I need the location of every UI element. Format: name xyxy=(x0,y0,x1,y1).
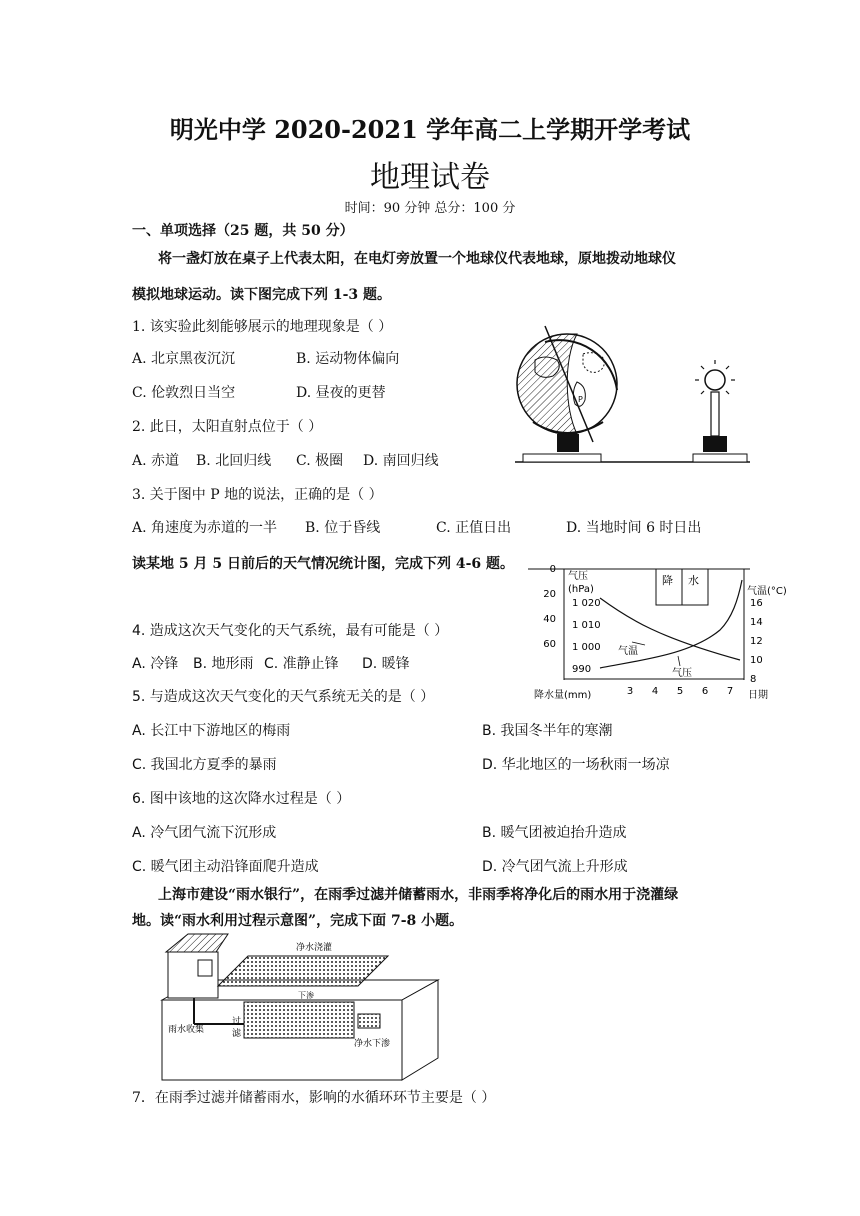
right-tick-label: 14 xyxy=(750,617,763,628)
question-3-stem: 3. 关于图中 P 地的说法，正确的是（ ） xyxy=(132,487,383,503)
exam-meta: 时间：90 分钟 总分：100 分 xyxy=(344,201,516,216)
filter-label-1: 过 xyxy=(232,1017,242,1027)
question-4-option-a: A. 冷锋 xyxy=(132,656,179,672)
left-tick-label: 40 xyxy=(543,614,556,625)
pressure-tick-label: 1 010 xyxy=(572,620,601,631)
question-6-option-a: A. 冷气团气流下沉形成 xyxy=(132,825,277,841)
question-4-option-c: C. 准静止锋 xyxy=(264,656,339,672)
passage-1-line-2: 模拟地球运动。读下图完成下列 1-3 题。 xyxy=(132,287,392,303)
section-heading: 一、单项选择（25 题，共 50 分） xyxy=(132,223,354,239)
question-1-stem: 1. 该实验此刻能够展示的地理现象是（ ） xyxy=(132,319,393,335)
globe-lamp-figure xyxy=(505,320,765,470)
right-tick-label: 16 xyxy=(750,598,763,609)
precip-label-2: 水 xyxy=(688,574,699,587)
globe xyxy=(517,326,617,452)
pressure-tick-label: 1 020 xyxy=(572,598,601,609)
infiltration-label: 下渗 xyxy=(298,991,314,1000)
passage-2: 读某地 5 月 5 日前后的天气情况统计图，完成下列 4-6 题。 xyxy=(132,556,515,572)
question-5-option-a: A. 长江中下游地区的梅雨 xyxy=(132,723,291,739)
question-7-stem: 7．在雨季过滤并储蓄雨水，影响的水循环环节主要是（ ） xyxy=(132,1090,496,1106)
passage-1-line-1: 将一盏灯放在桌子上代表太阳，在电灯旁放置一个地球仪代表地球，原地拨动地球仪 xyxy=(158,251,676,267)
right-tick-label: 12 xyxy=(750,636,763,647)
question-3-option-c: C. 正值日出 xyxy=(436,520,512,536)
left-axis-label: 降水量(mm) xyxy=(534,690,592,701)
pressure-series-label: 气压 xyxy=(672,668,692,679)
x-axis-label: 日期 xyxy=(748,690,768,701)
weather-chart xyxy=(520,560,800,705)
temperature-series-label: 气温 xyxy=(618,646,638,657)
question-3-option-d: D. 当地时间 6 时日出 xyxy=(566,520,702,536)
rainwater-figure xyxy=(158,928,448,1083)
filter-label-2: 滤 xyxy=(232,1029,242,1039)
question-2-option-c: C. 极圈 xyxy=(296,453,344,469)
question-1-option-d: D. 昼夜的更替 xyxy=(296,385,386,401)
question-4-option-b: B. 地形雨 xyxy=(193,656,254,672)
left-tick-label: 20 xyxy=(543,589,556,600)
question-4-stem: 4. 造成这次天气变化的天气系统，最有可能是（ ） xyxy=(132,623,449,639)
question-2-option-b: B. 北回归线 xyxy=(196,453,272,469)
x-tick-label: 4 xyxy=(651,686,659,697)
passage-3-line-1: 上海市建设“雨水银行”，在雨季过滤并储蓄雨水，非雨季将净化后的雨水用于浇灌绿 xyxy=(158,887,679,903)
precip-label-1: 降 xyxy=(662,574,673,587)
right-tick-label: 10 xyxy=(750,655,763,666)
question-2-option-a: A. 赤道 xyxy=(132,453,180,469)
x-tick-label: 7 xyxy=(726,686,734,697)
x-tick-label: 5 xyxy=(676,686,684,697)
exam-subtitle: 地理试卷 xyxy=(370,160,490,195)
exam-title: 明光中学 2020-2021 学年高二上学期开学考试 xyxy=(169,115,691,144)
question-3-option-b: B. 位于昏线 xyxy=(305,520,381,536)
lamp xyxy=(695,360,735,452)
question-2-stem: 2. 此日，太阳直射点位于（ ） xyxy=(132,419,323,435)
question-6-stem: 6. 图中该地的这次降水过程是（ ） xyxy=(132,791,351,807)
pressure-tick-label: 1 000 xyxy=(572,642,601,653)
pressure-axis-label-2: (hPa) xyxy=(568,584,594,595)
question-6-option-d: D. 冷气团气流上升形成 xyxy=(482,859,628,875)
right-tick-label: 8 xyxy=(750,674,757,685)
right-axis-label: 气温(°C) xyxy=(747,586,787,597)
question-5-option-b: B. 我国冬半年的寒潮 xyxy=(482,723,613,739)
question-2-option-d: D. 南回归线 xyxy=(363,453,439,469)
question-5-option-c: C. 我国北方夏季的暴雨 xyxy=(132,757,277,773)
question-5-stem: 5. 与造成这次天气变化的天气系统无关的是（ ） xyxy=(132,689,435,705)
point-p-label: P xyxy=(578,395,583,404)
rain-collect-label: 雨水收集 xyxy=(168,1025,205,1035)
question-1-option-a: A. 北京黑夜沉沉 xyxy=(132,351,236,367)
question-6-option-c: C. 暖气团主动沿锋面爬升造成 xyxy=(132,859,319,875)
x-tick-label: 6 xyxy=(701,686,709,697)
question-1-option-b: B. 运动物体偏向 xyxy=(296,351,400,367)
passage-3-line-2: 地。读“雨水利用过程示意图”，完成下面 7-8 小题。 xyxy=(132,913,464,929)
left-tick-label: 60 xyxy=(543,639,556,650)
clean-irrigation-label: 净水浇灌 xyxy=(296,943,333,953)
question-6-option-b: B. 暖气团被迫抬升造成 xyxy=(482,825,627,841)
x-tick-label: 3 xyxy=(626,686,634,697)
left-tick-label: 0 xyxy=(549,564,556,575)
pressure-axis-label-1: 气压 xyxy=(568,571,588,582)
question-3-option-a: A. 角速度为赤道的一半 xyxy=(132,520,278,536)
pressure-tick-label: 990 xyxy=(572,664,592,675)
question-4-option-d: D. 暖锋 xyxy=(362,656,410,672)
question-1-option-c: C. 伦敦烈日当空 xyxy=(132,385,236,401)
question-5-option-d: D. 华北地区的一场秋雨一场凉 xyxy=(482,757,670,773)
clean-infiltration-label: 净水下渗 xyxy=(354,1039,391,1049)
